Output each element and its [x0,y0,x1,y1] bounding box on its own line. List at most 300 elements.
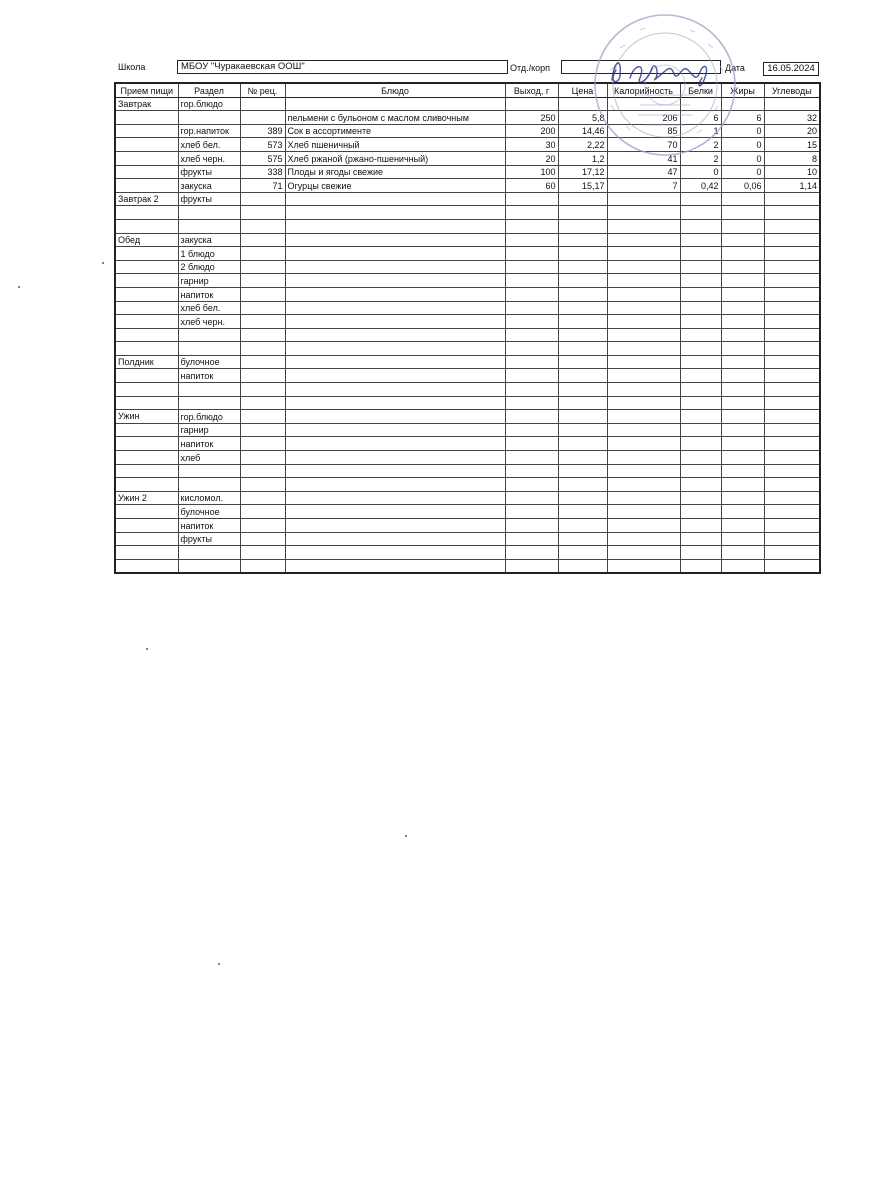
cell-protein: 2 [680,151,721,165]
table-row [115,219,820,233]
cell-carbs [764,369,820,383]
cell-protein [680,546,721,560]
date-label: Дата [725,63,745,73]
cell-calories [607,437,680,451]
cell-meal [115,383,178,397]
cell-dish [285,247,505,261]
cell-output [505,342,558,356]
cell-recipe-no [240,478,285,492]
cell-price [558,505,607,519]
cell-carbs [764,192,820,206]
cell-output: 30 [505,138,558,152]
cell-calories [607,532,680,546]
cell-price [558,491,607,505]
cell-fat [721,410,764,424]
cell-section: гарнир [178,423,240,437]
cell-meal [115,151,178,165]
cell-section: гор.блюдо [178,410,240,424]
cell-dish [285,287,505,301]
col-header-recipe: № рец. [240,83,285,97]
cell-dish: пельмени с бульоном с маслом сливочным [285,111,505,125]
cell-recipe-no: 71 [240,179,285,193]
cell-dish [285,532,505,546]
col-header-carbs: Углеводы [764,83,820,97]
table-row [115,451,820,465]
cell-dish [285,546,505,560]
cell-meal [115,546,178,560]
cell-section: напиток [178,369,240,383]
cell-output [505,97,558,111]
cell-carbs [764,383,820,397]
cell-meal [115,219,178,233]
cell-dish [285,478,505,492]
cell-output [505,519,558,533]
cell-section [178,342,240,356]
cell-dish [285,519,505,533]
cell-meal: Полдник [115,355,178,369]
table-row [115,247,820,261]
cell-section: булочное [178,505,240,519]
cell-price [558,233,607,247]
cell-fat [721,233,764,247]
cell-output [505,451,558,465]
cell-price: 15,17 [558,179,607,193]
cell-meal [115,396,178,410]
cell-calories [607,287,680,301]
cell-fat [721,478,764,492]
col-header-output: Выход, г [505,83,558,97]
cell-recipe-no [240,315,285,329]
cell-fat [721,274,764,288]
table-row [115,287,820,301]
cell-carbs [764,451,820,465]
cell-price [558,532,607,546]
cell-section: гор.блюдо [178,97,240,111]
cell-carbs [764,233,820,247]
cell-meal [115,478,178,492]
cell-dish [285,437,505,451]
cell-protein: 6 [680,111,721,125]
cell-calories [607,301,680,315]
cell-section [178,546,240,560]
cell-output [505,219,558,233]
cell-price [558,260,607,274]
cell-section [178,219,240,233]
cell-meal [115,179,178,193]
cell-price [558,328,607,342]
cell-fat: 0 [721,151,764,165]
cell-output [505,355,558,369]
cell-price: 17,12 [558,165,607,179]
table-row [115,532,820,546]
cell-fat [721,369,764,383]
cell-dish [285,505,505,519]
cell-protein [680,247,721,261]
cell-carbs: 8 [764,151,820,165]
table-row [115,179,820,193]
cell-recipe-no [240,260,285,274]
cell-fat [721,301,764,315]
cell-calories [607,505,680,519]
cell-recipe-no [240,111,285,125]
cell-protein: 0 [680,165,721,179]
cell-calories [607,464,680,478]
cell-fat [721,287,764,301]
cell-recipe-no [240,233,285,247]
cell-recipe-no [240,328,285,342]
table-row [115,410,820,424]
cell-meal [115,124,178,138]
cell-dish [285,315,505,329]
cell-calories [607,546,680,560]
table-row [115,546,820,560]
cell-output [505,206,558,220]
cell-protein [680,355,721,369]
cell-carbs [764,97,820,111]
table-row [115,383,820,397]
cell-carbs [764,219,820,233]
cell-carbs: 32 [764,111,820,125]
cell-dish [285,451,505,465]
cell-dish [285,383,505,397]
cell-output [505,192,558,206]
cell-carbs [764,247,820,261]
cell-calories [607,247,680,261]
cell-price: 5,8 [558,111,607,125]
cell-carbs [764,328,820,342]
col-header-price: Цена [558,83,607,97]
cell-section: гор.напиток [178,124,240,138]
cell-dish [285,369,505,383]
cell-carbs [764,260,820,274]
cell-protein [680,233,721,247]
table-row [115,423,820,437]
cell-carbs [764,410,820,424]
cell-meal: Обед [115,233,178,247]
table-row [115,464,820,478]
cell-price [558,342,607,356]
cell-protein [680,491,721,505]
cell-protein [680,315,721,329]
cell-section: закуска [178,179,240,193]
table-row [115,192,820,206]
cell-section: 1 блюдо [178,247,240,261]
cell-meal [115,328,178,342]
cell-output [505,505,558,519]
cell-carbs [764,478,820,492]
cell-calories [607,342,680,356]
cell-section [178,396,240,410]
cell-meal [115,451,178,465]
cell-fat: 0 [721,138,764,152]
cell-calories [607,396,680,410]
cell-calories [607,274,680,288]
cell-price [558,464,607,478]
cell-dish [285,233,505,247]
table-row [115,491,820,505]
cell-fat [721,451,764,465]
cell-dish [285,192,505,206]
cell-dish: Огурцы свежие [285,179,505,193]
cell-fat: 0,06 [721,179,764,193]
cell-protein [680,396,721,410]
cell-fat [721,464,764,478]
cell-price [558,192,607,206]
cell-section [178,464,240,478]
cell-calories: 85 [607,124,680,138]
cell-calories [607,192,680,206]
cell-price: 2,22 [558,138,607,152]
cell-price [558,247,607,261]
cell-price [558,519,607,533]
cell-carbs [764,505,820,519]
cell-fat [721,206,764,220]
cell-recipe-no [240,491,285,505]
cell-dish [285,219,505,233]
cell-meal [115,206,178,220]
cell-carbs [764,464,820,478]
cell-recipe-no [240,97,285,111]
cell-price [558,287,607,301]
cell-meal [115,111,178,125]
cell-recipe-no [240,519,285,533]
cell-recipe-no [240,247,285,261]
cell-recipe-no [240,342,285,356]
cell-price [558,355,607,369]
cell-fat [721,342,764,356]
cell-output [505,478,558,492]
cell-meal: Завтрак 2 [115,192,178,206]
cell-calories [607,559,680,573]
cell-calories: 7 [607,179,680,193]
cell-calories: 41 [607,151,680,165]
cell-carbs [764,315,820,329]
cell-output [505,383,558,397]
cell-protein [680,369,721,383]
cell-meal: Ужин 2 [115,491,178,505]
cell-meal [115,559,178,573]
cell-meal: Ужин [115,410,178,424]
cell-carbs [764,423,820,437]
cell-protein [680,519,721,533]
cell-output [505,287,558,301]
handwritten-signature-icon [600,52,730,92]
cell-output [505,559,558,573]
cell-calories [607,233,680,247]
cell-fat [721,559,764,573]
table-row [115,315,820,329]
cell-carbs [764,206,820,220]
cell-protein [680,451,721,465]
cell-fat [721,491,764,505]
col-header-meal: Прием пищи [115,83,178,97]
scan-speck [146,648,148,650]
table-row [115,559,820,573]
cell-recipe-no [240,396,285,410]
cell-meal [115,165,178,179]
cell-output [505,423,558,437]
col-header-protein: Белки [680,83,721,97]
cell-meal [115,423,178,437]
cell-price [558,301,607,315]
cell-carbs [764,342,820,356]
cell-meal [115,464,178,478]
cell-calories [607,219,680,233]
cell-section: булочное [178,355,240,369]
cell-fat [721,437,764,451]
cell-dish: Хлеб ржаной (ржано-пшеничный) [285,151,505,165]
cell-section [178,559,240,573]
cell-recipe-no [240,464,285,478]
cell-section [178,206,240,220]
cell-output [505,233,558,247]
cell-recipe-no: 573 [240,138,285,152]
cell-calories [607,369,680,383]
table-row [115,478,820,492]
table-row [115,274,820,288]
cell-meal [115,369,178,383]
cell-price [558,206,607,220]
cell-carbs [764,355,820,369]
cell-output: 100 [505,165,558,179]
cell-fat [721,315,764,329]
cell-calories: 206 [607,111,680,125]
cell-fat [721,192,764,206]
cell-output [505,437,558,451]
cell-output [505,491,558,505]
cell-section [178,383,240,397]
cell-meal [115,301,178,315]
cell-meal [115,437,178,451]
cell-protein [680,274,721,288]
cell-section: хлеб бел. [178,138,240,152]
cell-carbs [764,287,820,301]
dept-label: Отд./корп [510,63,550,73]
cell-fat [721,383,764,397]
cell-protein [680,301,721,315]
table-row [115,328,820,342]
cell-price: 14,46 [558,124,607,138]
cell-protein [680,532,721,546]
cell-fat [721,546,764,560]
cell-dish: Плоды и ягоды свежие [285,165,505,179]
cell-protein [680,260,721,274]
cell-meal [115,315,178,329]
cell-section: закуска [178,233,240,247]
cell-fat [721,396,764,410]
cell-section: фрукты [178,192,240,206]
cell-recipe-no [240,287,285,301]
cell-calories [607,206,680,220]
cell-recipe-no [240,437,285,451]
cell-recipe-no [240,451,285,465]
cell-recipe-no: 389 [240,124,285,138]
scan-speck [405,835,407,837]
cell-calories [607,410,680,424]
cell-meal [115,247,178,261]
cell-calories: 47 [607,165,680,179]
col-header-fat: Жиры [721,83,764,97]
cell-dish: Сок в ассортименте [285,124,505,138]
cell-carbs [764,519,820,533]
cell-protein [680,383,721,397]
table-row [115,165,820,179]
cell-dish [285,301,505,315]
cell-dish [285,423,505,437]
school-label: Школа [118,62,146,72]
cell-price [558,410,607,424]
cell-recipe-no [240,532,285,546]
cell-fat: 0 [721,124,764,138]
cell-meal [115,287,178,301]
cell-recipe-no: 575 [240,151,285,165]
cell-recipe-no [240,301,285,315]
cell-fat [721,328,764,342]
cell-price [558,396,607,410]
cell-protein: 2 [680,138,721,152]
cell-price [558,546,607,560]
cell-output [505,301,558,315]
cell-output [505,410,558,424]
cell-protein [680,206,721,220]
cell-recipe-no [240,383,285,397]
cell-carbs [764,396,820,410]
cell-price [558,274,607,288]
cell-recipe-no [240,206,285,220]
school-field: МБОУ "Чуракаевская ООШ" [177,60,508,74]
cell-recipe-no [240,505,285,519]
cell-price [558,451,607,465]
cell-dish [285,274,505,288]
cell-output [505,328,558,342]
cell-meal: Завтрак [115,97,178,111]
cell-fat [721,423,764,437]
cell-carbs [764,301,820,315]
table-row [115,260,820,274]
table-row [115,437,820,451]
cell-section: хлеб черн. [178,315,240,329]
cell-section: напиток [178,437,240,451]
cell-fat [721,505,764,519]
cell-calories [607,383,680,397]
cell-fat [721,355,764,369]
cell-output: 60 [505,179,558,193]
cell-carbs: 15 [764,138,820,152]
cell-protein [680,478,721,492]
cell-price [558,559,607,573]
cell-output [505,546,558,560]
cell-fat [721,519,764,533]
cell-fat [721,532,764,546]
cell-output [505,532,558,546]
cell-section: фрукты [178,532,240,546]
cell-dish [285,355,505,369]
cell-section [178,111,240,125]
cell-price [558,369,607,383]
col-header-calories: Калорийность [607,83,680,97]
cell-carbs [764,546,820,560]
cell-meal [115,138,178,152]
cell-output [505,247,558,261]
cell-fat [721,260,764,274]
cell-meal [115,274,178,288]
cell-meal [115,342,178,356]
cell-price [558,437,607,451]
cell-section: напиток [178,519,240,533]
cell-calories [607,355,680,369]
cell-output [505,315,558,329]
cell-price [558,478,607,492]
